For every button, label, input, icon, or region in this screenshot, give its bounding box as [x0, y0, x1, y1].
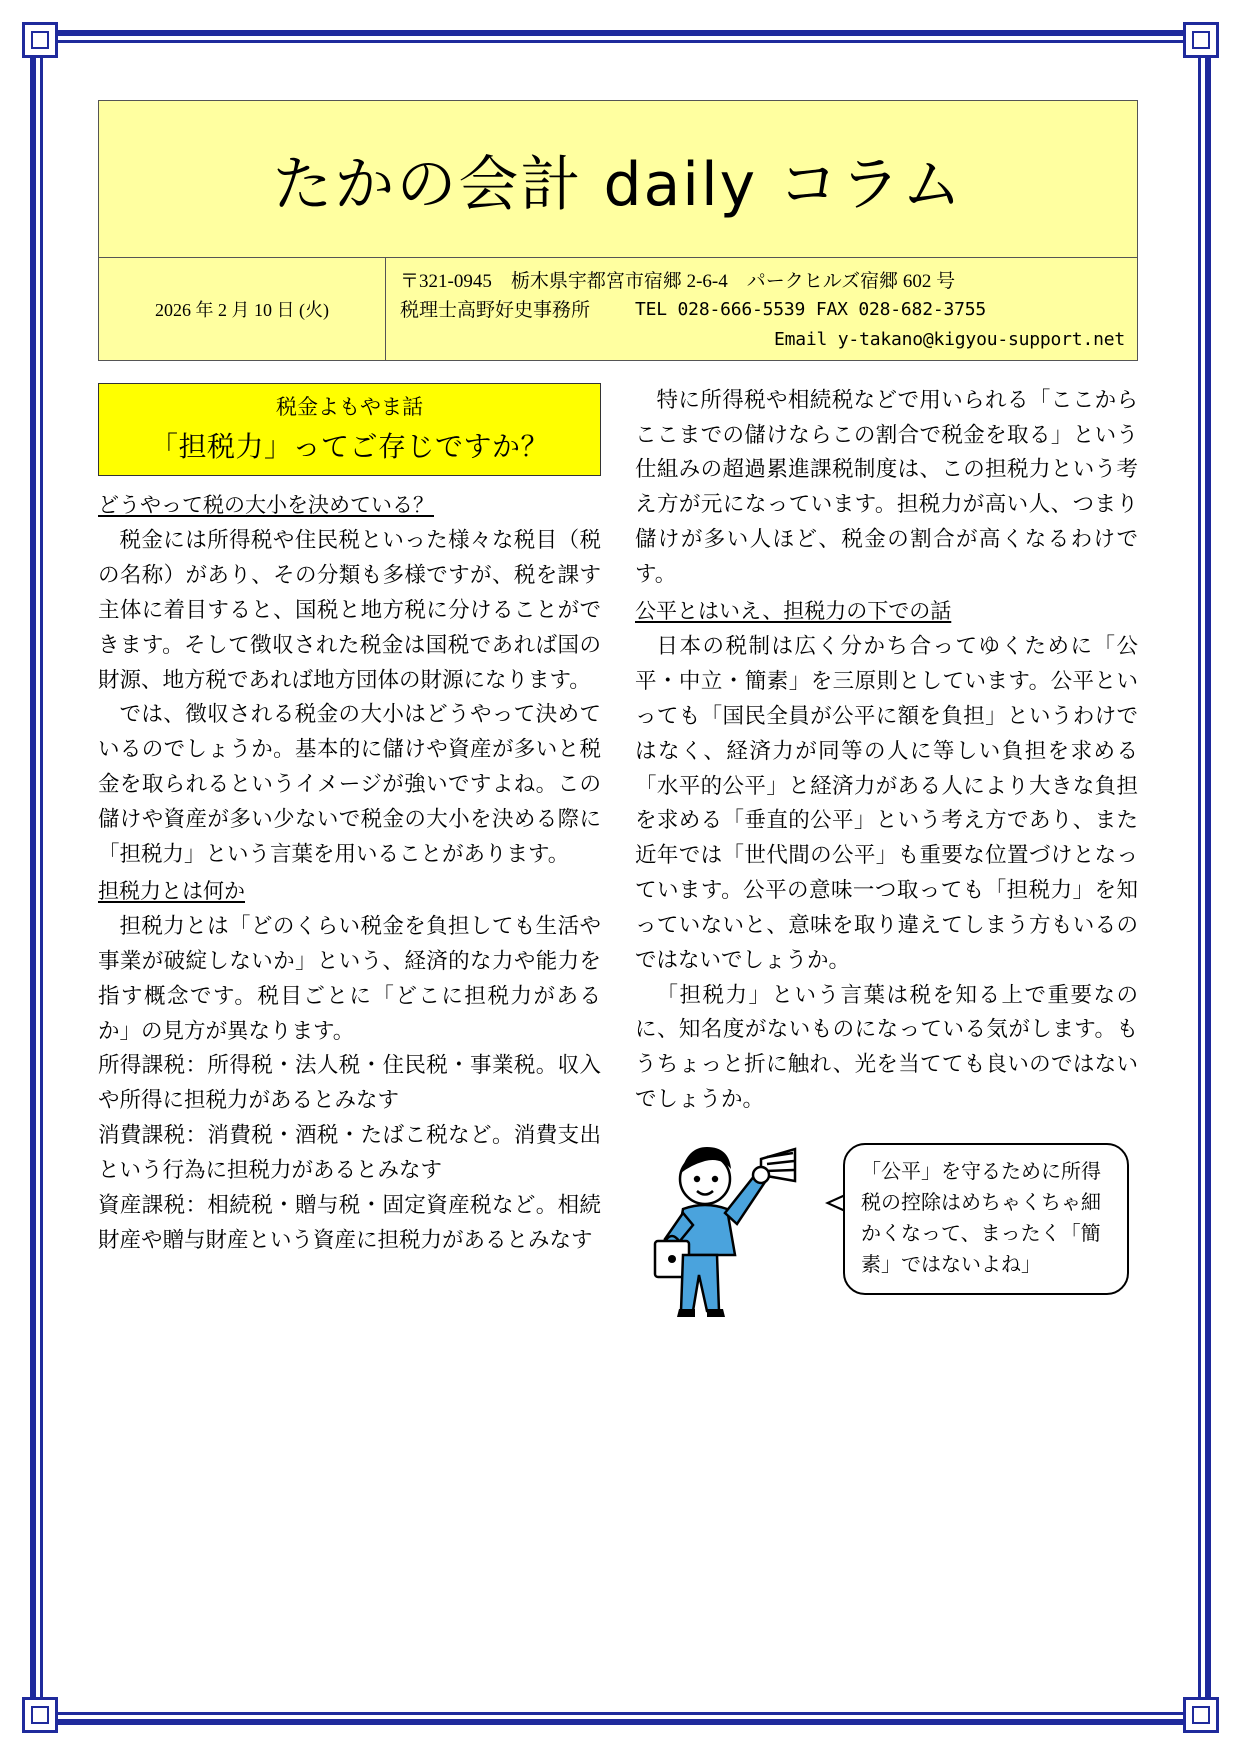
left-heading-2: 担税力とは何か	[98, 878, 245, 903]
left-heading-1: どうやって税の大小を決めている？	[98, 492, 434, 517]
corner-ornament-bottom-left	[22, 1697, 58, 1733]
series-header-box	[98, 383, 601, 476]
left-paragraph-1: 税金には所得税や住民税といった様々な税目（税の名称）があり、その分類も多様ですが、税を課す主体に着目すると、国税と地方税に分けることができます。そして徴収された税金は国税であれば国の財源、地方税であれば地方団体の財源になります。	[98, 528, 601, 692]
corner-ornament-bottom-right	[1183, 1697, 1219, 1733]
left-column	[98, 383, 601, 1320]
document-content	[98, 100, 1138, 1630]
masthead-info	[99, 257, 1137, 360]
speech-bubble: 「公平」を守るために所得税の控除はめちゃくちゃ細かくなって、まったく「簡素」ではないよね」	[843, 1143, 1129, 1295]
left-paragraph-3: 担税力とは「どのくらい税金を負担しても生活や事業が破綻しないか」という、経済的な力や能力を指す概念です。税目ごとに「どこに担税力があるか」の見方が異なります。	[98, 914, 601, 1043]
office-address: 〒321-0945 栃木県宇都宮市宿郷 2-6-4 パークヒルズ宿郷 602 号	[400, 271, 956, 292]
office-tel-fax: TEL 028-666-5539 FAX 028-682-3755	[635, 299, 987, 321]
tax-category-item: 消費課税：消費税・酒税・たばこ税など。消費支出という行為に担税力があるとみなす	[98, 1123, 601, 1182]
office-name: 税理士高野好史事務所	[400, 300, 591, 322]
right-paragraph-2: 日本の税制は広く分かち合ってゆくために「公平・中立・簡素」を三原則としています。公平といっても「国民全員が公平に額を負担」というわけではなく、経済力が同等の人に等しい負担を求める「水平的公平」と経済力がある人により大きな負担を求める「垂直的公平」という考え方であり、また近年では「世代間の公平」も重要な位置づけとなっています。公平の意味一つ取っても「担税力」を知っていないと、意味を取り違えてしまう方もいるのではないでしょうか。	[635, 634, 1138, 972]
corner-ornament-top-left	[22, 22, 58, 58]
office-contact-block	[386, 258, 1137, 360]
left-paragraph-2: では、徴収される税金の大小はどうやって決めているのでしょうか。基本的に儲けや資産が多いと税金を取られるというイメージが強いですよね。この儲けや資産が多い少ないで税金の大小を決める際に「担税力」という言葉を用いることがあります。	[98, 702, 601, 866]
series-title: 「担税力」ってご存じですか？	[149, 429, 549, 463]
cartoon-person-illustration	[643, 1135, 843, 1320]
right-column	[635, 383, 1138, 1320]
tax-category-item: 所得課税：所得税・法人税・住民税・事業税。収入や所得に担税力があるとみなす	[98, 1053, 601, 1113]
right-heading-1: 公平とはいえ、担税力の下での話	[635, 598, 952, 623]
masthead	[98, 100, 1138, 361]
newsletter-title: たかの会計 daily コラム	[272, 150, 964, 220]
office-name-and-phone	[400, 296, 1137, 325]
tax-category-item: 資産課税：相続税・贈与税・固定資産税など。相続財産や贈与財産という資産に担税力があるとみなす	[98, 1192, 601, 1252]
series-label: 税金よもやま話	[276, 394, 423, 419]
office-email: Email y-takano@kigyou-support.net	[773, 328, 1125, 350]
right-paragraph-3: 「担税力」という言葉は税を知る上で重要なのに、知名度がないものになっている気がします。もうちょっと折に触れ、光を当てても良いのではないでしょうか。	[635, 982, 1138, 1111]
issue-date: 2026 年 2 月 10 日 (火)	[99, 258, 386, 360]
right-paragraph-1: 特に所得税や相続税などで用いられる「ここからここまでの儲けならこの割合で税金を取る」という仕組みの超過累進課税制度は、この担税力という考え方が元になっています。担税力が高い人、つまり儲けが多い人ほど、税金の割合が高くなるわけです。	[635, 387, 1138, 586]
illustration-row	[635, 1135, 1138, 1320]
body-columns	[98, 383, 1138, 1320]
corner-ornament-top-right	[1183, 22, 1219, 58]
